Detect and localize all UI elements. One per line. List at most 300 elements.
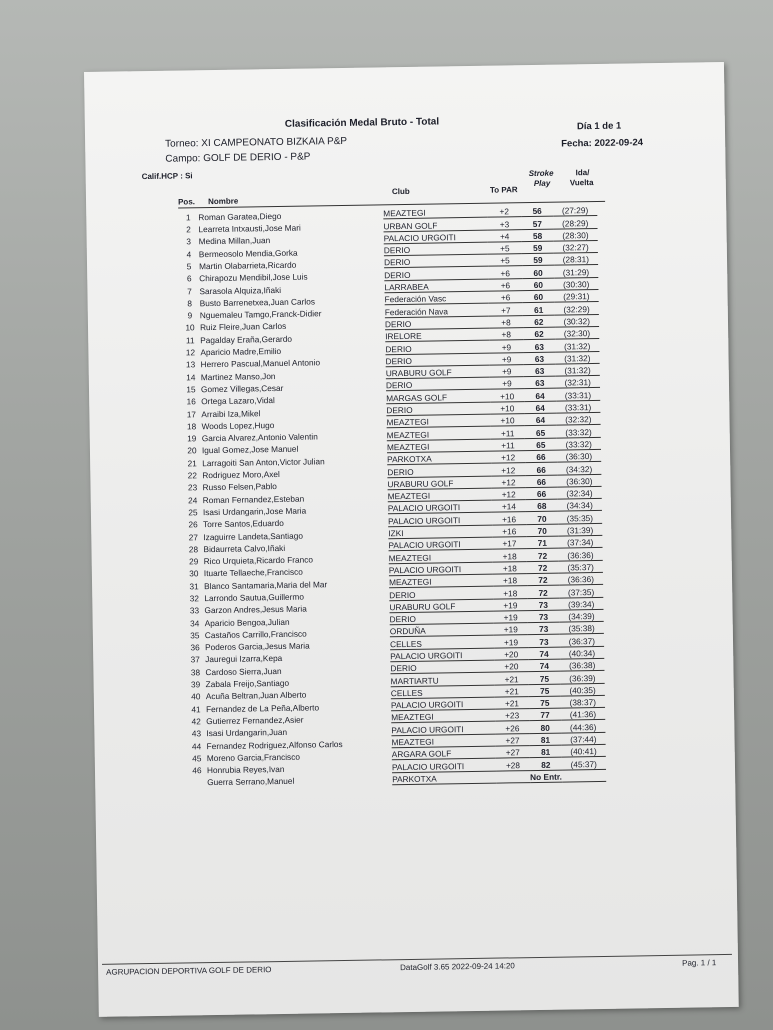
row-strokes: 60	[522, 290, 554, 303]
row-split: (28:30)	[553, 228, 597, 241]
row-position: 12	[185, 347, 196, 358]
row-split: (31:32)	[555, 351, 599, 364]
row-strokes: 73	[527, 598, 559, 611]
row-club: ORDUÑA	[390, 623, 494, 637]
row-split: (35:35)	[558, 511, 602, 524]
row-name: Gutierrez Fernandez,Asier	[206, 714, 304, 727]
row-name: Moreno Garcia,Francisco	[206, 751, 301, 764]
row-strokes: 75	[529, 696, 561, 709]
row-to-par: +6	[488, 266, 522, 279]
row-club: DERIO	[390, 660, 494, 674]
row-club: URABURU GOLF	[386, 365, 490, 379]
header-play: Play	[533, 178, 551, 188]
row-position: 30	[189, 568, 199, 579]
row-club: MEAZTEGI	[387, 427, 491, 441]
row-strokes: 61	[523, 303, 555, 316]
row-to-par: +23	[495, 709, 529, 722]
row-position: 29	[188, 556, 199, 567]
row-split: (32:27)	[554, 240, 598, 253]
row-position: 41	[191, 703, 201, 715]
row-position: 42	[191, 716, 201, 727]
row-club: URABURU GOLF	[387, 476, 491, 490]
row-position: 1	[185, 212, 191, 223]
row-name: Ortega Lazaro,Vidal	[201, 395, 275, 407]
row-strokes: 66	[526, 487, 558, 500]
row-club: PALACIO URGOITI	[388, 513, 492, 527]
row-to-par: +11	[491, 426, 525, 439]
row-split: (32:29)	[554, 302, 598, 315]
row-to-par: +7	[489, 303, 523, 316]
row-name: Poderos Garcia,Jesus Maria	[204, 640, 310, 653]
row-to-par: +10	[490, 389, 524, 402]
row-to-par: +18	[493, 586, 527, 599]
row-club: MEAZTEGI	[387, 439, 491, 453]
course-label: Campo: GOLF DE DERIO - P&P	[165, 151, 311, 165]
row-strokes: 62	[523, 327, 555, 340]
row-strokes: 64	[524, 401, 556, 414]
row-position: 20	[187, 445, 197, 456]
row-strokes: 63	[524, 364, 556, 377]
row-club: MEAZTEGI	[383, 206, 487, 219]
header-club: Club	[391, 186, 410, 197]
row-position: 8	[187, 298, 193, 309]
row-split: (36:38)	[560, 658, 604, 671]
row-club: DERIO	[385, 316, 489, 330]
row-name: Larragoiti San Anton,Victor Julian	[202, 456, 325, 468]
row-position: 36	[190, 642, 200, 653]
row-split: (31:32)	[555, 363, 599, 376]
row-position: 9	[187, 310, 193, 321]
footer-organizer: AGRUPACION DEPORTIVA GOLF DE DERIO	[106, 965, 272, 977]
row-to-par: +18	[493, 574, 527, 587]
row-split: (29:31)	[554, 290, 598, 303]
row-position: 16	[186, 396, 196, 407]
row-club: MARTIARTU	[390, 672, 494, 686]
row-to-par: +19	[493, 598, 527, 611]
row-position: 15	[186, 384, 196, 395]
row-name: Ruiz Fleire,Juan Carlos	[199, 321, 287, 333]
row-strokes: 58	[522, 229, 554, 242]
row-to-par: +21	[494, 672, 528, 685]
row-strokes: 60	[522, 266, 554, 279]
row-to-par: +9	[489, 352, 523, 365]
row-name: Roman Fernandez,Esteban	[202, 493, 305, 505]
row-name: Nguemaleu Tamgo,Franck-Didier	[199, 308, 322, 321]
row-to-par: +12	[492, 487, 526, 500]
row-to-par: +4	[488, 229, 522, 242]
row-position: 22	[187, 470, 198, 481]
row-position: 46	[192, 765, 202, 776]
row-name: Arraibi Iza,Mikel	[201, 407, 261, 419]
row-to-par: +18	[493, 549, 527, 562]
row-name: Castaños Carrillo,Francisco	[204, 628, 307, 641]
row-split: (37:34)	[558, 535, 602, 548]
row-to-par: +5	[488, 242, 522, 255]
row-to-par: +12	[491, 451, 525, 464]
row-to-par: +14	[492, 500, 526, 513]
row-club: PARKOTXA	[387, 451, 491, 465]
row-strokes: 71	[526, 536, 558, 549]
row-name: Bermeosolo Mendia,Gorka	[198, 247, 298, 259]
row-position: 33	[189, 605, 200, 616]
row-split: (45:37)	[562, 757, 606, 770]
row-to-par: +16	[492, 524, 526, 537]
row-club: Federación Nava	[385, 304, 489, 318]
row-to-par: +9	[490, 364, 524, 377]
row-name: Blanco Santamaria,Maria del Mar	[204, 578, 328, 591]
row-strokes: No Entr.	[530, 771, 563, 783]
row-position: 43	[191, 728, 202, 739]
header-stroke: Stroke	[528, 168, 554, 179]
row-to-par: +17	[492, 537, 526, 550]
row-position: 37	[190, 654, 200, 665]
page-title: Clasificación Medal Bruto - Total	[284, 116, 440, 130]
row-club: PALACIO URGOITI	[384, 230, 488, 244]
row-club: DERIO	[384, 242, 488, 256]
row-club: PALACIO URGOITI	[388, 500, 492, 514]
row-name: Torre Santos,Eduardo	[203, 518, 284, 530]
row-split: (38:37)	[561, 695, 605, 708]
results-sheet	[84, 62, 739, 1017]
row-split: (36:37)	[560, 634, 604, 647]
row-name: Russo Felsen,Pablo	[202, 481, 277, 493]
row-strokes: 62	[523, 315, 555, 328]
row-strokes: 72	[527, 573, 559, 586]
row-name: Roman Garatea,Diego	[198, 210, 282, 223]
row-split: (36:39)	[560, 671, 604, 684]
row-strokes: 64	[524, 413, 556, 426]
row-to-par: +12	[491, 475, 525, 488]
row-strokes: 80	[529, 721, 561, 734]
row-to-par: +28	[496, 758, 530, 771]
row-club: MEAZTEGI	[386, 414, 490, 428]
row-split: (32:34)	[557, 486, 601, 499]
row-split: (32:32)	[556, 412, 600, 425]
row-strokes: 57	[521, 216, 553, 229]
header-vuelta: Vuelta	[569, 178, 594, 188]
row-position: 21	[187, 458, 197, 469]
row-strokes: 66	[525, 475, 557, 488]
hcp-label: Calif.HCP : Si	[141, 171, 193, 182]
row-club: URABURU GOLF	[389, 599, 493, 613]
row-to-par: +6	[488, 278, 522, 291]
row-position: 25	[188, 507, 198, 518]
row-strokes: 66	[525, 462, 557, 475]
row-to-par: +16	[492, 512, 526, 525]
row-strokes: 73	[528, 634, 560, 647]
row-name: Aparicio Madre,Emilio	[200, 346, 282, 358]
row-strokes: 75	[528, 671, 560, 684]
row-strokes: 81	[529, 733, 561, 746]
header-nombre: Nombre	[207, 196, 239, 207]
row-strokes: 65	[525, 425, 557, 438]
row-strokes: 63	[523, 352, 555, 365]
row-to-par: +3	[487, 217, 521, 230]
row-to-par: +19	[494, 623, 528, 636]
row-club: MEAZTEGI	[389, 574, 493, 588]
row-name: Acuña Beltran,Juan Alberto	[205, 689, 307, 702]
row-split: (34:34)	[558, 499, 602, 512]
row-strokes: 75	[529, 684, 561, 697]
row-to-par: +10	[490, 401, 524, 414]
row-split: (33:31)	[556, 388, 600, 401]
row-position: 19	[187, 433, 197, 444]
row-position: 4	[186, 249, 192, 260]
row-split: (27:29)	[553, 204, 597, 216]
row-split	[562, 769, 606, 782]
footer-software: DataGolf 3.65 2022-09-24 14:20	[400, 961, 515, 973]
row-position: 35	[190, 630, 200, 641]
row-club: MEAZTEGI	[388, 488, 492, 502]
row-split: (30:32)	[555, 314, 599, 327]
row-club: PALACIO URGOITI	[391, 697, 495, 711]
row-club: CELLES	[390, 636, 494, 650]
row-club: DERIO	[387, 463, 491, 477]
row-to-par: +20	[494, 647, 528, 660]
row-strokes: 77	[529, 708, 561, 721]
row-club: DERIO	[385, 353, 489, 367]
row-split: (36:36)	[559, 572, 603, 585]
row-strokes: 81	[530, 745, 562, 758]
row-name: Isasi Urdangarin,Juan	[206, 727, 288, 739]
row-split: (44:36)	[561, 720, 605, 733]
row-position: 23	[187, 482, 198, 493]
row-strokes: 66	[525, 450, 557, 463]
row-strokes: 59	[522, 241, 554, 254]
row-strokes: 63	[524, 376, 556, 389]
row-name: Fernandez Rodriguez,Alfonso Carlos	[206, 738, 343, 751]
row-name: Busto Barrenetxea,Juan Carlos	[199, 296, 316, 309]
row-split: (33:32)	[556, 425, 600, 438]
row-strokes: 68	[526, 499, 558, 512]
row-position: 11	[185, 335, 195, 346]
row-position: 39	[190, 679, 201, 690]
row-split: (35:37)	[559, 560, 603, 573]
row-position: 40	[191, 691, 201, 702]
row-strokes: 73	[528, 622, 560, 635]
row-split: (32:30)	[555, 326, 599, 339]
row-to-par: +2	[487, 205, 521, 217]
row-to-par: +27	[495, 733, 529, 746]
row-name: Bidaurreta Calvo,Iñaki	[203, 542, 286, 554]
row-split: (36:30)	[557, 474, 601, 487]
row-to-par: +18	[493, 561, 527, 574]
row-to-par: +20	[494, 660, 528, 673]
row-split: (40:41)	[561, 744, 605, 757]
row-to-par: +8	[489, 328, 523, 341]
row-split: (37:44)	[561, 732, 605, 745]
row-club: IRELORE	[385, 328, 489, 342]
row-position: 27	[188, 531, 199, 542]
row-position: 13	[185, 359, 196, 370]
row-position: 2	[186, 224, 191, 235]
footer-page: Pag. 1 / 1	[682, 958, 717, 968]
tournament-label: Torneo: XI CAMPEONATO BIZKAIA P&P	[165, 135, 348, 150]
row-name: Chirapozu Mendibil,Jose Luis	[199, 271, 308, 284]
row-strokes: 82	[530, 757, 562, 770]
row-name: Igual Gomez,Jose Manuel	[201, 444, 299, 456]
row-club: ARGARA GOLF	[392, 746, 496, 760]
row-to-par: +19	[494, 610, 528, 623]
row-split: (33:31)	[556, 400, 600, 413]
row-strokes: 70	[526, 524, 558, 537]
row-club: MEAZTEGI	[389, 549, 493, 563]
row-strokes: 59	[522, 253, 554, 266]
row-to-par: +9	[489, 340, 523, 353]
row-club: CELLES	[391, 685, 495, 699]
row-to-par: +19	[494, 635, 528, 648]
row-name: Medina Millan,Juan	[198, 235, 271, 247]
row-strokes: 73	[528, 610, 560, 623]
row-name: Guerra Serrano,Manuel	[207, 776, 295, 788]
row-strokes: 65	[525, 438, 557, 451]
row-split: (39:34)	[559, 597, 603, 610]
row-split: (33:32)	[557, 437, 601, 450]
row-position: 3	[186, 236, 192, 247]
row-name: Martinez Manso,Jon	[200, 370, 276, 382]
row-name: Learreta Intxausti,Jose Mari	[198, 222, 301, 235]
row-name: Fernandez de La Peña,Alberto	[205, 702, 320, 714]
row-club: LARRABEA	[384, 279, 488, 293]
row-club: DERIO	[386, 402, 490, 416]
row-strokes: 56	[521, 205, 553, 217]
row-club: MARGAS GOLF	[386, 390, 490, 404]
row-name: Woods Lopez,Hugo	[201, 419, 275, 432]
row-to-par: +11	[491, 438, 525, 451]
row-club: DERIO	[385, 340, 489, 354]
row-strokes: 72	[527, 585, 559, 598]
row-split: (41:36)	[561, 708, 605, 721]
row-club: URBAN GOLF	[383, 217, 487, 231]
row-split: (28:31)	[554, 253, 598, 266]
row-name: Ituarte Tellaeche,Francisco	[203, 567, 303, 579]
row-split: (30:30)	[554, 277, 598, 290]
date-label: Fecha: 2022-09-24	[561, 137, 644, 150]
row-strokes: 72	[527, 561, 559, 574]
row-name: Garzon Andres,Jesus Maria	[204, 603, 307, 616]
row-name: Garcia Alvarez,Antonio Valentin	[201, 431, 318, 444]
row-name: Zabala Freijo,Santiago	[205, 677, 290, 690]
row-name: Jauregui Izarra,Kepa	[205, 653, 283, 665]
row-split: (35:38)	[560, 622, 604, 635]
row-position: 44	[191, 740, 202, 751]
row-split: (40:35)	[560, 683, 604, 696]
row-to-par: +21	[495, 684, 529, 697]
row-club: PALACIO URGOITI	[388, 537, 492, 551]
row-split: (32:31)	[556, 376, 600, 389]
row-split: (36:30)	[557, 449, 601, 462]
row-position: 6	[186, 273, 192, 284]
row-name: Izaguirre Landeta,Santiago	[203, 530, 304, 542]
row-strokes: 63	[523, 339, 555, 352]
row-split: (31:29)	[554, 265, 598, 278]
row-strokes: 70	[526, 512, 558, 525]
row-strokes: 72	[527, 548, 559, 561]
row-position: 28	[188, 544, 199, 555]
row-to-par: +10	[490, 414, 524, 427]
row-to-par	[496, 770, 530, 783]
row-strokes: 74	[528, 659, 560, 672]
row-split: (40:34)	[560, 646, 604, 659]
row-position: 18	[186, 421, 197, 432]
row-club: PALACIO URGOITI	[390, 648, 494, 662]
header-pos: Pos.	[177, 197, 196, 207]
row-to-par: +9	[490, 377, 524, 390]
row-club: DERIO	[390, 611, 494, 625]
row-strokes: 60	[522, 278, 554, 291]
row-position: 26	[188, 519, 198, 530]
row-club: MEAZTEGI	[391, 734, 495, 748]
day-label: Día 1 de 1	[576, 120, 622, 133]
row-club: Federación Vasc	[385, 291, 489, 305]
row-to-par: +21	[495, 696, 529, 709]
row-to-par: +6	[488, 291, 522, 304]
row-position: 32	[189, 593, 199, 604]
row-name: Larrondo Sautua,Guillermo	[204, 591, 304, 604]
row-name: Gomez Villegas,Cesar	[200, 382, 284, 395]
row-to-par: +8	[489, 315, 523, 328]
row-position: 31	[189, 580, 199, 592]
row-name: Herrero Pascual,Manuel Antonio	[200, 357, 321, 370]
row-position: 17	[186, 408, 197, 419]
row-name: Aparicio Bengoa,Julian	[204, 616, 290, 628]
row-position: 38	[190, 667, 201, 678]
row-strokes: 74	[528, 647, 560, 660]
row-name: Rico Urquieta,Ricardo Franco	[203, 554, 314, 567]
row-split: (36:36)	[558, 548, 602, 561]
row-split: (34:32)	[557, 462, 601, 475]
header-to-par: To PAR	[489, 185, 518, 195]
row-to-par: +26	[495, 721, 529, 734]
row-name: Rodriguez Moro,Axel	[202, 469, 280, 481]
row-position: 45	[192, 753, 202, 764]
row-club: DERIO	[386, 377, 490, 391]
row-to-par: +12	[491, 463, 525, 476]
header-ida: Ida/	[575, 168, 590, 178]
row-club: PALACIO URGOITI	[392, 758, 496, 772]
row-name: Pagalday Eraña,Gerardo	[200, 333, 293, 345]
row-position: 24	[188, 494, 198, 506]
row-strokes: 64	[524, 389, 556, 402]
row-to-par: +27	[496, 746, 530, 759]
row-split: (37:35)	[559, 585, 603, 598]
row-club: PALACIO URGOITI	[389, 562, 493, 576]
row-club: PARKOTXA	[392, 771, 496, 785]
row-split: (28:29)	[553, 216, 597, 229]
row-club: DERIO	[384, 267, 488, 281]
row-name: Honrubia Reyes,Ivan	[206, 764, 285, 776]
row-name: Isasi Urdangarin,Jose Maria	[202, 505, 307, 518]
row-name: Martin Olabarrieta,Ricardo	[198, 259, 297, 272]
row-to-par: +5	[488, 254, 522, 267]
row-position: 14	[186, 371, 196, 383]
row-split: (31:39)	[558, 523, 602, 536]
row-position: 10	[185, 322, 195, 333]
row-name: Cardoso Sierra,Juan	[205, 665, 282, 677]
results-table	[178, 204, 606, 788]
row-position	[187, 775, 207, 788]
row-club: DERIO	[389, 586, 493, 600]
row-club: IZKI	[388, 525, 492, 539]
row-position: 5	[186, 261, 192, 272]
row-club: DERIO	[384, 254, 488, 268]
row-split: (31:32)	[555, 339, 599, 352]
row-split: (34:39)	[559, 609, 603, 622]
row-club: PALACIO URGOITI	[391, 722, 495, 736]
row-position: 7	[187, 285, 192, 296]
row-name: Sarasola Alquiza,Iñaki	[199, 284, 282, 296]
row-club: MEAZTEGI	[391, 709, 495, 723]
